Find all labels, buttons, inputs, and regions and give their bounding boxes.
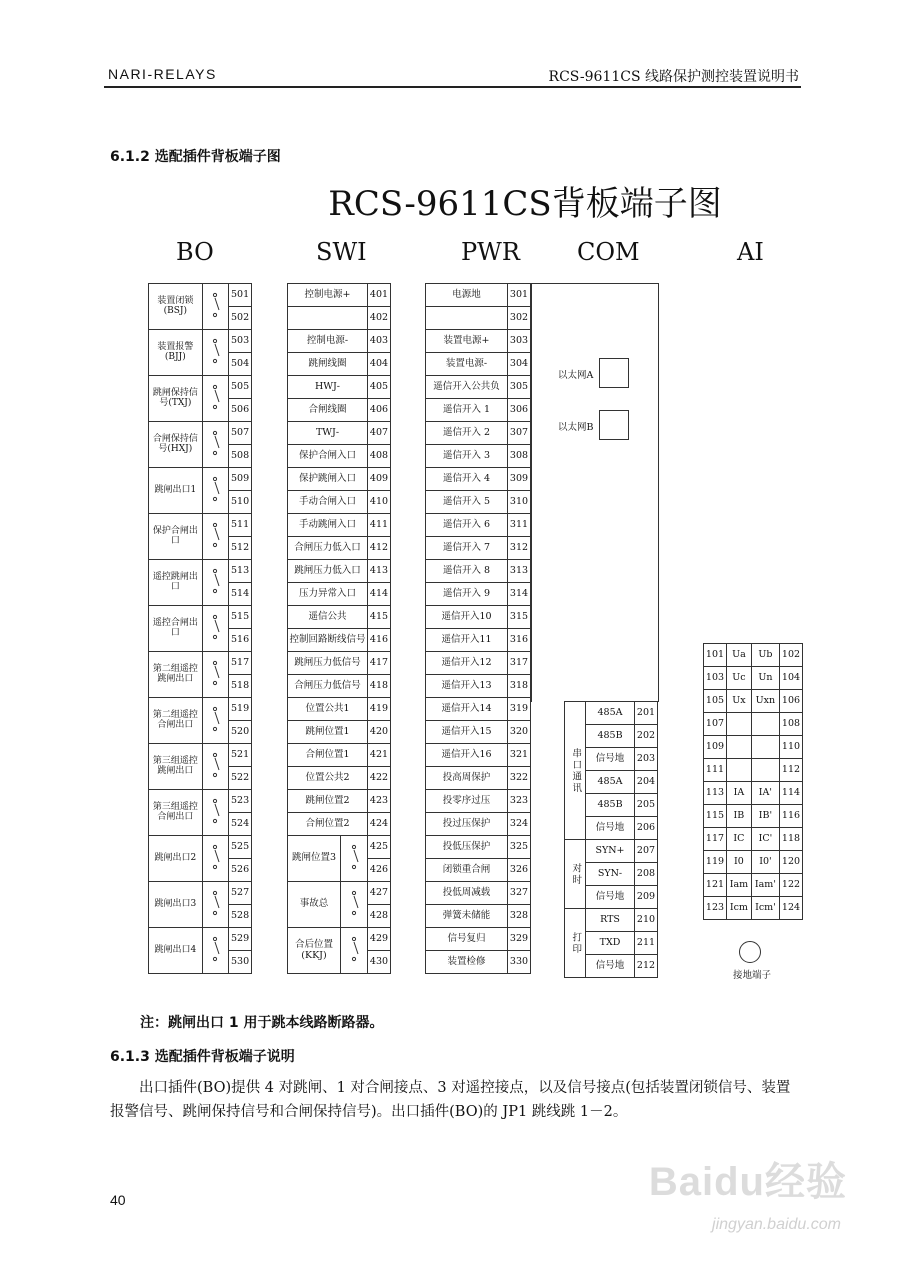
ai-terminal-number: 105	[704, 690, 727, 713]
bo-terminal-number: 512	[229, 537, 252, 560]
pwr-terminal-number: 323	[508, 790, 531, 813]
com-board-outline	[531, 283, 659, 702]
bo-terminal-number: 509	[229, 468, 252, 491]
bo-terminal-number: 508	[229, 445, 252, 468]
bo-terminal-number: 523	[229, 790, 252, 813]
bo-contact-label: 装置报警(BJJ)	[149, 330, 203, 376]
ai-terminal-table	[703, 643, 803, 920]
pwr-terminal-table	[425, 283, 531, 974]
ai-terminal-number: 124	[780, 897, 803, 920]
ai-terminal-number: 104	[780, 667, 803, 690]
swi-terminal-label: 跳闸压力低信号	[288, 652, 368, 675]
pwr-terminal-number: 329	[508, 928, 531, 951]
pwr-terminal-number: 306	[508, 399, 531, 422]
ethernet-a-port	[599, 358, 629, 388]
pwr-terminal-label: 遥信开入14	[426, 698, 508, 721]
bo-terminal-number: 505	[229, 376, 252, 399]
swi-terminal-label: 跳闸压力低入口	[288, 560, 368, 583]
pwr-terminal-number: 313	[508, 560, 531, 583]
body-paragraph: 出口插件(BO)提供 4 对跳闸、1 对合闸接点、3 对遥控接点，以及信号接点(包括装置闭锁信号、装置报警信号、跳闸保持信号和合闸保持信号)。出口插件(BO)的 JP1 跳线跳 1－2。	[110, 1080, 791, 1120]
pwr-terminal-number: 321	[508, 744, 531, 767]
swi-terminal-number: 430	[368, 951, 391, 974]
swi-terminal-number: 426	[368, 859, 391, 882]
bo-terminal-number: 507	[229, 422, 252, 445]
pwr-terminal-label: 信号复归	[426, 928, 508, 951]
pwr-terminal-number: 322	[508, 767, 531, 790]
bo-contact-label: 跳闸出口1	[149, 468, 203, 514]
ai-signal-label: IA	[727, 782, 752, 805]
bo-terminal-number: 517	[229, 652, 252, 675]
pwr-terminal-label: 遥信开入 9	[426, 583, 508, 606]
swi-terminal-label: 手动合闸入口	[288, 491, 368, 514]
ai-signal-label	[727, 736, 752, 759]
com-group-label: 打印	[565, 909, 586, 978]
swi-terminal-number: 408	[368, 445, 391, 468]
contact-switch-icon	[202, 790, 228, 836]
bo-contact-label: 第二组遥控合闸出口	[149, 698, 203, 744]
bo-contact-label: 合闸保持信号(HXJ)	[149, 422, 203, 468]
ai-signal-label: Ua	[727, 644, 752, 667]
bo-terminal-number: 519	[229, 698, 252, 721]
swi-terminal-label: 合闸压力低信号	[288, 675, 368, 698]
ai-terminal-number: 101	[704, 644, 727, 667]
com-terminal-number: 207	[635, 840, 658, 863]
bo-contact-label: 遥控合闸出口	[149, 606, 203, 652]
bo-contact-label: 跳闸保持信号(TXJ)	[149, 376, 203, 422]
ai-terminal-number: 111	[704, 759, 727, 782]
watermark-url: jingyan.baidu.com	[712, 1216, 841, 1233]
ai-signal-label: IB	[727, 805, 752, 828]
pwr-terminal-label: 遥信开入 5	[426, 491, 508, 514]
bo-terminal-number: 524	[229, 813, 252, 836]
ai-signal-label: I0	[727, 851, 752, 874]
pwr-terminal-label: 电源地	[426, 284, 508, 307]
contact-switch-icon	[202, 928, 228, 974]
pwr-terminal-number: 326	[508, 859, 531, 882]
pwr-terminal-number: 309	[508, 468, 531, 491]
com-terminal-label: 485B	[586, 794, 635, 817]
ai-signal-label: I0'	[751, 851, 779, 874]
pwr-terminal-label: 装置电源+	[426, 330, 508, 353]
header-brand: NARI-RELAYS	[108, 66, 217, 82]
bo-terminal-number: 510	[229, 491, 252, 514]
swi-terminal-label: 合闸位置2	[288, 813, 368, 836]
swi-terminal-number: 423	[368, 790, 391, 813]
pwr-terminal-number: 317	[508, 652, 531, 675]
ground-terminal-icon	[739, 941, 761, 963]
ai-terminal-number: 107	[704, 713, 727, 736]
pwr-terminal-label: 遥信开入10	[426, 606, 508, 629]
swi-terminal-label: 压力异常入口	[288, 583, 368, 606]
bo-contact-label: 遥控跳闸出口	[149, 560, 203, 606]
pwr-terminal-label: 遥信开入 7	[426, 537, 508, 560]
swi-contact-label: 合后位置(KKJ)	[288, 928, 341, 974]
com-terminal-label: 485A	[586, 702, 635, 725]
contact-switch-icon	[202, 882, 228, 928]
swi-terminal-label: 位置公共2	[288, 767, 368, 790]
ai-terminal-number: 110	[780, 736, 803, 759]
section-heading-613: 6.1.3 选配插件背板端子说明	[110, 1049, 295, 1065]
column-header-bo: BO	[176, 238, 214, 266]
swi-terminal-number: 429	[368, 928, 391, 951]
pwr-terminal-label: 投高周保护	[426, 767, 508, 790]
page-number: 40	[110, 1192, 126, 1208]
pwr-terminal-number: 314	[508, 583, 531, 606]
pwr-terminal-number: 327	[508, 882, 531, 905]
pwr-terminal-number: 311	[508, 514, 531, 537]
swi-terminal-label: 保护跳闸入口	[288, 468, 368, 491]
bo-terminal-number: 501	[229, 284, 252, 307]
header-rule	[104, 86, 801, 88]
pwr-terminal-number: 315	[508, 606, 531, 629]
contact-switch-icon	[202, 284, 228, 330]
pwr-terminal-label: 遥信开入16	[426, 744, 508, 767]
bo-contact-label: 跳闸出口3	[149, 882, 203, 928]
bo-terminal-number: 525	[229, 836, 252, 859]
bo-terminal-number: 520	[229, 721, 252, 744]
diagram-title: RCS-9611CS背板端子图	[328, 184, 722, 224]
com-terminal-label: 485B	[586, 725, 635, 748]
pwr-terminal-number: 316	[508, 629, 531, 652]
ai-signal-label: Un	[751, 667, 779, 690]
bo-terminal-number: 503	[229, 330, 252, 353]
ai-terminal-number: 122	[780, 874, 803, 897]
com-terminal-number: 205	[635, 794, 658, 817]
contact-switch-icon	[202, 836, 228, 882]
swi-terminal-number: 424	[368, 813, 391, 836]
note-text: 注：跳闸出口 1 用于跳本线路断路器。	[140, 1015, 384, 1031]
pwr-terminal-number: 302	[508, 307, 531, 330]
bo-terminal-number: 528	[229, 905, 252, 928]
pwr-terminal-label: 遥信开入 8	[426, 560, 508, 583]
swi-terminal-label: 跳闸位置1	[288, 721, 368, 744]
ai-signal-label: Ub	[751, 644, 779, 667]
ethernet-a-label: 以太网A	[558, 370, 594, 381]
ethernet-b-port	[599, 410, 629, 440]
ai-terminal-number: 117	[704, 828, 727, 851]
bo-contact-label: 第二组遥控跳闸出口	[149, 652, 203, 698]
ai-terminal-number: 120	[780, 851, 803, 874]
bo-terminal-number: 522	[229, 767, 252, 790]
contact-switch-icon	[202, 376, 228, 422]
bo-contact-label: 装置闭锁(BSJ)	[149, 284, 203, 330]
pwr-terminal-label: 投过压保护	[426, 813, 508, 836]
pwr-terminal-number: 307	[508, 422, 531, 445]
swi-terminal-label: 控制电源-	[288, 330, 368, 353]
pwr-terminal-label: 遥信开入 6	[426, 514, 508, 537]
ai-signal-label	[751, 736, 779, 759]
ai-terminal-number: 113	[704, 782, 727, 805]
pwr-terminal-label: 遥信开入11	[426, 629, 508, 652]
ground-terminal-label: 接地端子	[733, 970, 772, 981]
swi-terminal-label: 合闸压力低入口	[288, 537, 368, 560]
pwr-terminal-number: 324	[508, 813, 531, 836]
bo-contact-label: 第三组遥控合闸出口	[149, 790, 203, 836]
ai-terminal-number: 121	[704, 874, 727, 897]
ai-terminal-number: 102	[780, 644, 803, 667]
ai-terminal-number: 112	[780, 759, 803, 782]
contact-switch-icon	[202, 422, 228, 468]
bo-terminal-number: 504	[229, 353, 252, 376]
ai-terminal-number: 108	[780, 713, 803, 736]
ai-signal-label: Ux	[727, 690, 752, 713]
pwr-terminal-label: 遥信开入13	[426, 675, 508, 698]
ai-signal-label: Icm'	[751, 897, 779, 920]
swi-terminal-label: TWJ-	[288, 422, 368, 445]
contact-switch-icon	[202, 744, 228, 790]
swi-terminal-label: 手动跳闸入口	[288, 514, 368, 537]
contact-switch-icon	[341, 882, 368, 928]
ai-terminal-number: 115	[704, 805, 727, 828]
bo-terminal-number: 515	[229, 606, 252, 629]
bo-contact-label: 保护合闸出口	[149, 514, 203, 560]
column-header-com: COM	[577, 238, 640, 266]
swi-terminal-number: 415	[368, 606, 391, 629]
com-terminal-label: SYN-	[586, 863, 635, 886]
swi-terminal-number: 420	[368, 721, 391, 744]
swi-terminal-label: HWJ-	[288, 376, 368, 399]
swi-contact-label: 跳闸位置3	[288, 836, 341, 882]
ai-terminal-number: 119	[704, 851, 727, 874]
swi-terminal-label: 遥信公共	[288, 606, 368, 629]
bo-terminal-number: 514	[229, 583, 252, 606]
pwr-terminal-label: 投零序过压	[426, 790, 508, 813]
swi-terminal-label: 控制回路断线信号	[288, 629, 368, 652]
swi-terminal-number: 404	[368, 353, 391, 376]
pwr-terminal-label: 遥信开入 4	[426, 468, 508, 491]
com-terminal-number: 201	[635, 702, 658, 725]
contact-switch-icon	[202, 652, 228, 698]
bo-terminal-number: 521	[229, 744, 252, 767]
ai-signal-label: Iam	[727, 874, 752, 897]
swi-terminal-label: 合闸线圈	[288, 399, 368, 422]
contact-switch-icon	[202, 698, 228, 744]
com-terminal-label: 信号地	[586, 955, 635, 978]
ai-terminal-number: 103	[704, 667, 727, 690]
swi-terminal-label	[288, 307, 368, 330]
pwr-terminal-number: 310	[508, 491, 531, 514]
bo-terminal-number: 513	[229, 560, 252, 583]
bo-terminal-number: 502	[229, 307, 252, 330]
swi-contact-label: 事故总	[288, 882, 341, 928]
ai-signal-label: IC	[727, 828, 752, 851]
swi-terminal-label: 位置公共1	[288, 698, 368, 721]
column-header-swi: SWI	[316, 238, 367, 266]
swi-terminal-label: 跳闸位置2	[288, 790, 368, 813]
ethernet-b-label: 以太网B	[558, 422, 594, 433]
com-terminal-label: TXD	[586, 932, 635, 955]
ai-signal-label: Icm	[727, 897, 752, 920]
bo-terminal-number: 530	[229, 951, 252, 974]
column-header-pwr: PWR	[461, 238, 520, 266]
ai-terminal-number: 123	[704, 897, 727, 920]
swi-terminal-number: 417	[368, 652, 391, 675]
section-heading-612: 6.1.2 选配插件背板端子图	[110, 149, 281, 165]
ai-signal-label	[727, 713, 752, 736]
pwr-terminal-label: 闭锁重合闸	[426, 859, 508, 882]
pwr-terminal-label: 装置检修	[426, 951, 508, 974]
pwr-terminal-number: 305	[508, 376, 531, 399]
bo-terminal-number: 506	[229, 399, 252, 422]
com-terminal-label: 信号地	[586, 886, 635, 909]
swi-terminal-number: 409	[368, 468, 391, 491]
bo-contact-label: 第三组遥控跳闸出口	[149, 744, 203, 790]
com-terminal-number: 206	[635, 817, 658, 840]
pwr-terminal-number: 319	[508, 698, 531, 721]
bo-terminal-number: 516	[229, 629, 252, 652]
swi-terminal-label: 合闸位置1	[288, 744, 368, 767]
header-doc-title: RCS-9611CS 线路保护测控装置说明书	[548, 69, 799, 85]
swi-terminal-number: 421	[368, 744, 391, 767]
swi-terminal-number: 427	[368, 882, 391, 905]
swi-terminal-number: 414	[368, 583, 391, 606]
pwr-terminal-number: 318	[508, 675, 531, 698]
swi-terminal-number: 401	[368, 284, 391, 307]
pwr-terminal-label: 遥信开入 1	[426, 399, 508, 422]
contact-switch-icon	[202, 606, 228, 652]
pwr-terminal-number: 325	[508, 836, 531, 859]
ai-signal-label: Uc	[727, 667, 752, 690]
pwr-terminal-number: 320	[508, 721, 531, 744]
pwr-terminal-number: 303	[508, 330, 531, 353]
com-terminal-number: 208	[635, 863, 658, 886]
ai-terminal-number: 114	[780, 782, 803, 805]
bo-terminal-table	[148, 283, 252, 974]
com-terminal-number: 209	[635, 886, 658, 909]
swi-terminal-number: 411	[368, 514, 391, 537]
pwr-terminal-label: 遥信开入 3	[426, 445, 508, 468]
swi-terminal-label: 跳闸线圈	[288, 353, 368, 376]
swi-terminal-number: 406	[368, 399, 391, 422]
contact-switch-icon	[202, 468, 228, 514]
pwr-terminal-label: 投低周减载	[426, 882, 508, 905]
pwr-terminal-number: 301	[508, 284, 531, 307]
pwr-terminal-label: 弹簧未储能	[426, 905, 508, 928]
ai-signal-label	[751, 713, 779, 736]
swi-terminal-number: 412	[368, 537, 391, 560]
ai-signal-label: IA'	[751, 782, 779, 805]
swi-terminal-number: 425	[368, 836, 391, 859]
com-terminal-number: 203	[635, 748, 658, 771]
pwr-terminal-number: 330	[508, 951, 531, 974]
ai-signal-label: IC'	[751, 828, 779, 851]
bo-terminal-number: 529	[229, 928, 252, 951]
com-terminal-label: 信号地	[586, 748, 635, 771]
bo-contact-label: 跳闸出口2	[149, 836, 203, 882]
swi-terminal-label: 控制电源+	[288, 284, 368, 307]
bo-contact-label: 跳闸出口4	[149, 928, 203, 974]
ai-signal-label	[751, 759, 779, 782]
pwr-terminal-label: 装置电源-	[426, 353, 508, 376]
swi-terminal-number: 407	[368, 422, 391, 445]
contact-switch-icon	[341, 928, 368, 974]
pwr-terminal-label: 遥信开入公共负	[426, 376, 508, 399]
contact-switch-icon	[202, 514, 228, 560]
swi-terminal-number: 403	[368, 330, 391, 353]
swi-terminal-number: 422	[368, 767, 391, 790]
pwr-terminal-number: 308	[508, 445, 531, 468]
pwr-terminal-label: 遥信开入15	[426, 721, 508, 744]
swi-terminal-number: 416	[368, 629, 391, 652]
pwr-terminal-number: 304	[508, 353, 531, 376]
swi-terminal-number: 428	[368, 905, 391, 928]
pwr-terminal-label: 遥信开入 2	[426, 422, 508, 445]
pwr-terminal-label: 投低压保护	[426, 836, 508, 859]
swi-terminal-table	[287, 283, 391, 974]
contact-switch-icon	[341, 836, 368, 882]
com-terminal-number: 212	[635, 955, 658, 978]
com-terminal-number: 204	[635, 771, 658, 794]
pwr-terminal-number: 328	[508, 905, 531, 928]
bo-terminal-number: 527	[229, 882, 252, 905]
pwr-terminal-label	[426, 307, 508, 330]
swi-terminal-number: 413	[368, 560, 391, 583]
com-terminal-number: 202	[635, 725, 658, 748]
swi-terminal-number: 418	[368, 675, 391, 698]
ai-terminal-number: 116	[780, 805, 803, 828]
com-terminal-label: 信号地	[586, 817, 635, 840]
ai-terminal-number: 118	[780, 828, 803, 851]
swi-terminal-number: 402	[368, 307, 391, 330]
contact-switch-icon	[202, 330, 228, 376]
ai-signal-label: IB'	[751, 805, 779, 828]
com-group-label: 对时	[565, 840, 586, 909]
swi-terminal-label: 保护合闸入口	[288, 445, 368, 468]
column-header-ai: AI	[737, 238, 764, 266]
com-terminal-label: RTS	[586, 909, 635, 932]
ai-signal-label	[727, 759, 752, 782]
com-terminal-label: 485A	[586, 771, 635, 794]
bo-terminal-number: 526	[229, 859, 252, 882]
com-terminal-table	[564, 701, 658, 978]
com-group-label: 串口通讯	[565, 702, 586, 840]
com-terminal-label: SYN+	[586, 840, 635, 863]
ai-signal-label: Iam'	[751, 874, 779, 897]
swi-terminal-number: 419	[368, 698, 391, 721]
ai-terminal-number: 106	[780, 690, 803, 713]
pwr-terminal-label: 遥信开入12	[426, 652, 508, 675]
contact-switch-icon	[202, 560, 228, 606]
watermark-logo: Baidu经验	[648, 1160, 847, 1204]
bo-terminal-number: 518	[229, 675, 252, 698]
com-terminal-number: 211	[635, 932, 658, 955]
ai-terminal-number: 109	[704, 736, 727, 759]
bo-terminal-number: 511	[229, 514, 252, 537]
swi-terminal-number: 405	[368, 376, 391, 399]
com-terminal-number: 210	[635, 909, 658, 932]
pwr-terminal-number: 312	[508, 537, 531, 560]
ai-signal-label: Uxn	[751, 690, 779, 713]
swi-terminal-number: 410	[368, 491, 391, 514]
